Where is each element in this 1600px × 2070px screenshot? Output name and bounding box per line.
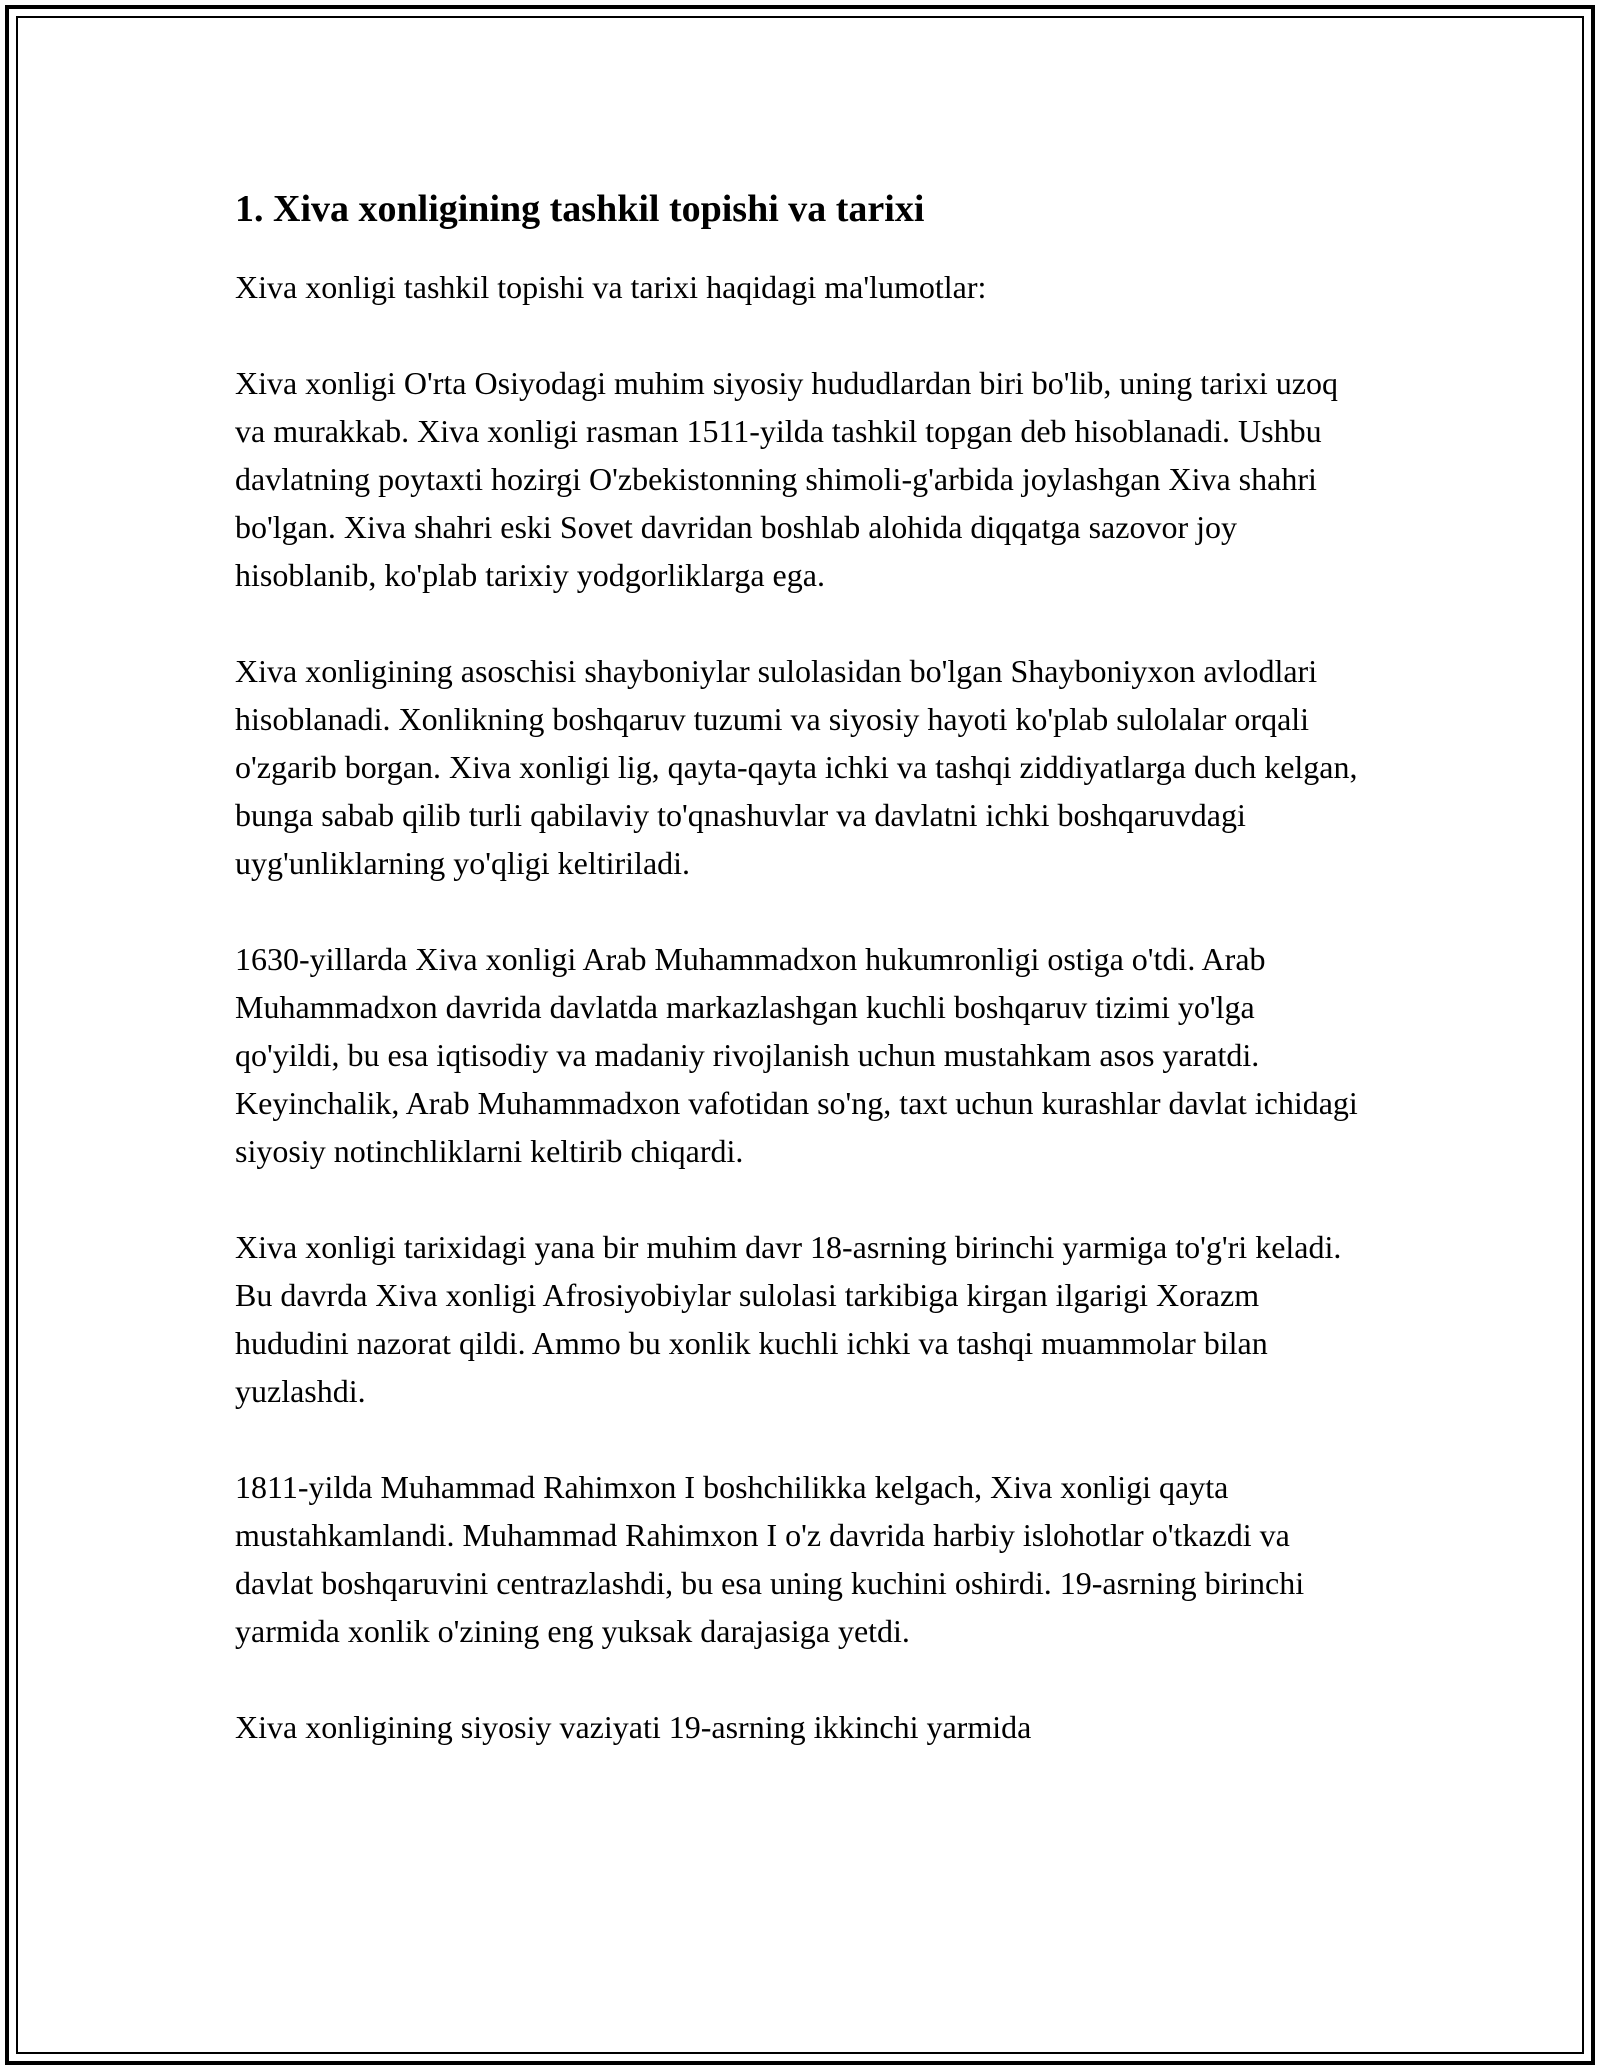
document-intro: Xiva xonligi tashkil topishi va tarixi haqidagi ma'lumotlar: bbox=[235, 269, 987, 305]
paragraph-6: Xiva xonligining siyosiy vaziyati 19-asrning ikkinchi yarmida bbox=[235, 1709, 1032, 1745]
paragraph-3: 1630-yillarda Xiva xonligi Arab Muhammadxon hukumronligi ostiga o'tdi. Arab Muhammadxon davrida davlatda markazlashgan kuchli boshqaruv tizimi yo'lga qo'yildi, bu esa iqtisodiy va madaniy rivojlanish uchun mustahkam asos yaratdi. Keyinchalik, Arab Muhammadxon vafotidan so'ng, taxt uchun kurashlar davlat ichidagi siyosiy notinchliklarni keltirib chiqardi. bbox=[235, 941, 1358, 1169]
document-body bbox=[235, 185, 1365, 1799]
paragraph-4: Xiva xonligi tarixidagi yana bir muhim davr 18-asrning birinchi yarmiga to'g'ri keladi. Bu davrda Xiva xonligi Afrosiyobiylar sulolasi tarkibiga kirgan ilgarigi Xorazm hududini nazorat qildi. Ammo bu xonlik kuchli ichki va tashqi muammolar bilan yuzlashdi. bbox=[235, 1229, 1342, 1409]
document-heading: 1. Xiva xonligining tashkil topishi va tarixi bbox=[235, 188, 925, 230]
paragraph-5: 1811-yilda Muhammad Rahimxon I boshchilikka kelgach, Xiva xonligi qayta mustahkamlandi. Muhammad Rahimxon I o'z davrida harbiy islohotlar o'tkazdi va davlat boshqaruvini centrazlashdi, bu esa uning kuchini oshirdi. 19-asrning birinchi yarmida xonlik o'zining eng yuksak darajasiga yetdi. bbox=[235, 1469, 1305, 1649]
paragraph-2: Xiva xonligining asoschisi shayboniylar sulolasidan bo'lgan Shayboniyxon avlodlari hisoblanadi. Xonlikning boshqaruv tuzumi va siyosiy hayoti ko'plab sulolalar orqali o'zgarib borgan. Xiva xonligi lig, qayta-qayta ichki va tashqi ziddiyatlarga duch kelgan, bunga sabab qilib turli qabilaviy to'qnashuvlar va davlatni ichki boshqaruvdagi uyg'unliklarning yo'qligi keltiriladi. bbox=[235, 653, 1358, 881]
paragraph-1: Xiva xonligi O'rta Osiyodagi muhim siyosiy hududlardan biri bo'lib, uning tarixi uzoq va murakkab. Xiva xonligi rasman 1511-yilda tashkil topgan deb hisoblanadi. Ushbu davlatning poytaxti hozirgi O'zbekistonning shimoli-g'arbida joylashgan Xiva shahri bo'lgan. Xiva shahri eski Sovet davridan boshlab alohida diqqatga sazovor joy hisoblanib, ko'plab tarixiy yodgorliklarga ega. bbox=[235, 365, 1338, 593]
